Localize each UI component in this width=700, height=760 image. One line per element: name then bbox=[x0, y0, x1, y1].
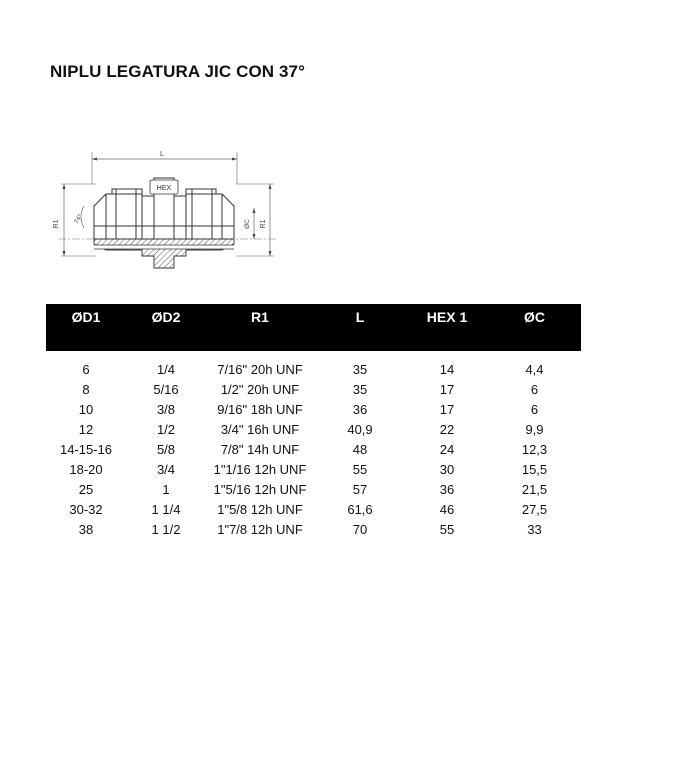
label-angle: 74° bbox=[73, 213, 85, 226]
table-cell: 6 bbox=[530, 401, 539, 417]
table-cell: 7/8" 14h UNF bbox=[220, 441, 300, 457]
table-cell: 48 bbox=[352, 441, 368, 457]
table-cell: 3/8 bbox=[156, 401, 176, 417]
spec-table bbox=[46, 304, 581, 539]
table-cell: 22 bbox=[439, 421, 455, 437]
table-cell: 1 bbox=[162, 481, 170, 497]
hatched-section bbox=[94, 239, 234, 268]
table-cell: 1"5/16 12h UNF bbox=[213, 481, 307, 497]
label-r1-right: R1 bbox=[260, 219, 267, 229]
table-cell: 38 bbox=[78, 521, 94, 537]
header-d1: ØD1 bbox=[46, 304, 126, 351]
header-hex1: HEX 1 bbox=[406, 304, 488, 351]
fitting-drawing bbox=[44, 144, 284, 276]
table-cell: 1/2" 20h UNF bbox=[220, 381, 300, 397]
table-cell: 15,5 bbox=[521, 461, 548, 477]
label-hex: HEX bbox=[156, 185, 172, 192]
label-r1-left: R1 bbox=[53, 219, 60, 229]
header-d2: ØD2 bbox=[126, 304, 206, 351]
table-cell: 9/16" 18h UNF bbox=[217, 401, 303, 417]
table-cell: 36 bbox=[439, 481, 455, 497]
table-cell: 12,3 bbox=[521, 441, 548, 457]
table-cell: 25 bbox=[78, 481, 94, 497]
table-cell: 33 bbox=[527, 521, 542, 537]
table-cell: 3/4" 16h UNF bbox=[220, 421, 300, 437]
table-cell: 4,4 bbox=[525, 361, 544, 377]
table-cell: 1"5/8 12h UNF bbox=[217, 501, 303, 517]
header-l: L bbox=[314, 304, 406, 351]
table-spacer bbox=[46, 351, 581, 359]
table-cell: 1"1/16 12h UNF bbox=[213, 461, 307, 477]
table-cell: 21,5 bbox=[521, 481, 548, 497]
header-c: ØC bbox=[488, 304, 581, 351]
table-row bbox=[46, 439, 581, 459]
table-cell: 12 bbox=[78, 421, 94, 437]
table-cell: 5/16 bbox=[153, 381, 179, 397]
table-cell: 35 bbox=[352, 381, 368, 397]
table-cell: 17 bbox=[439, 381, 455, 397]
table-cell: 57 bbox=[352, 481, 368, 497]
table-cell: 14 bbox=[439, 361, 455, 377]
table-cell: 17 bbox=[439, 401, 455, 417]
table-row bbox=[46, 399, 581, 419]
page-title: NIPLU LEGATURA JIC CON 37° bbox=[50, 62, 305, 81]
table-cell: 14-15-16 bbox=[59, 441, 113, 457]
table-row bbox=[46, 359, 581, 379]
table-body bbox=[46, 351, 581, 539]
table-cell: 1"7/8 12h UNF bbox=[217, 521, 303, 537]
dimension-l bbox=[92, 151, 237, 184]
table-cell: 30-32 bbox=[69, 501, 103, 517]
table-cell: 5/8 bbox=[156, 441, 176, 457]
table-cell: 1 1/4 bbox=[151, 501, 181, 517]
dimension-r1-right bbox=[236, 184, 274, 256]
table-cell: 6 bbox=[530, 381, 539, 397]
table-cell: 1/4 bbox=[156, 361, 176, 377]
table-cell: 70 bbox=[352, 521, 368, 537]
table-cell: 1 1/2 bbox=[151, 521, 181, 537]
table-row bbox=[46, 459, 581, 479]
table-cell: 9,9 bbox=[525, 421, 544, 437]
dimension-c bbox=[244, 208, 256, 239]
table-cell: 18-20 bbox=[69, 461, 103, 477]
table-cell: 10 bbox=[78, 401, 94, 417]
angle-annotation bbox=[72, 206, 84, 228]
table-cell: 36 bbox=[352, 401, 368, 417]
table-cell: 7/16" 20h UNF bbox=[217, 361, 303, 377]
table-cell: 55 bbox=[439, 521, 455, 537]
table-cell: 46 bbox=[439, 501, 455, 517]
table-header-row bbox=[46, 304, 581, 351]
label-c: ØC bbox=[244, 219, 251, 229]
table-cell: 6 bbox=[82, 361, 90, 377]
table-cell: 3/4 bbox=[156, 461, 176, 477]
table-cell: 24 bbox=[439, 441, 455, 457]
label-l: L bbox=[160, 151, 164, 158]
hex-label-box bbox=[150, 180, 178, 194]
table-cell: 61,6 bbox=[347, 501, 373, 517]
table-row bbox=[46, 519, 581, 539]
table-row bbox=[46, 479, 581, 499]
header-r1: R1 bbox=[206, 304, 314, 351]
table-cell: 27,5 bbox=[521, 501, 548, 517]
table-cell: 1/2 bbox=[156, 421, 176, 437]
table-cell: 40,9 bbox=[347, 421, 373, 437]
table-row bbox=[46, 379, 581, 399]
table-cell: 8 bbox=[82, 381, 90, 397]
table-cell: 55 bbox=[352, 461, 368, 477]
table-row bbox=[46, 499, 581, 519]
table-row bbox=[46, 419, 581, 439]
table-cell: 35 bbox=[352, 361, 368, 377]
table-cell: 30 bbox=[439, 461, 455, 477]
